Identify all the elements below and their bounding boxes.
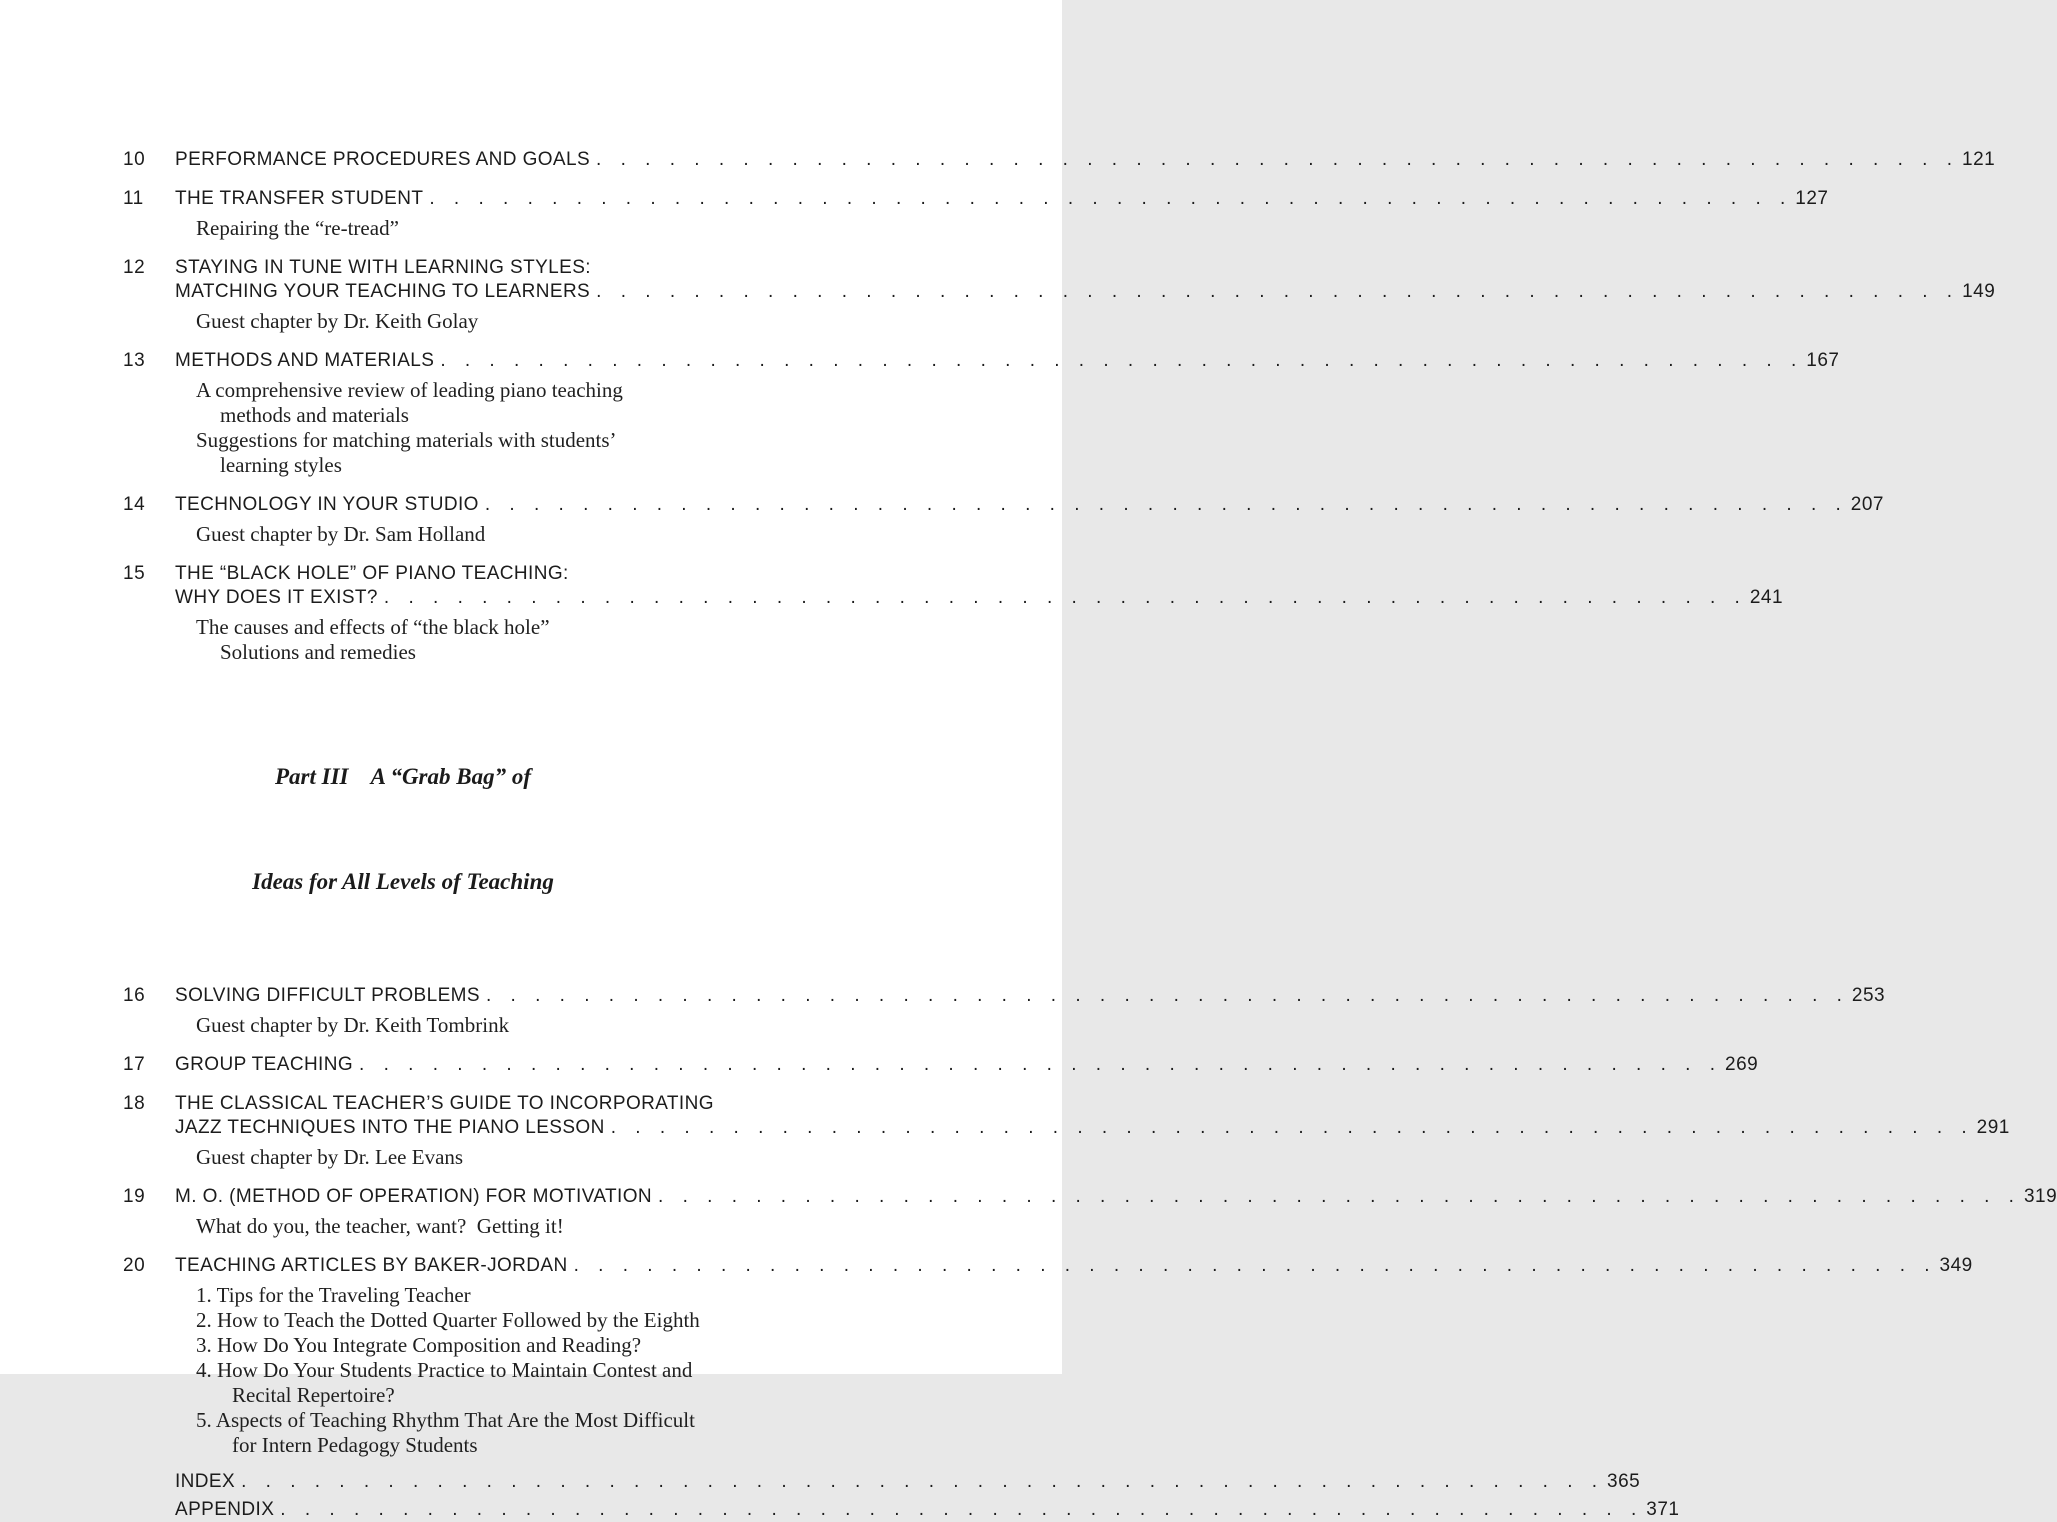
article-list-item-continuation: for Intern Pedagogy Students [232,1433,478,1457]
chapter-title: TECHNOLOGY IN YOUR STUDIO [175,494,479,515]
page-number: 127 [1795,188,1829,209]
article-list-item: 1. Tips for the Traveling Teacher [196,1283,471,1307]
part-heading-line2: Ideas for All Levels of Teaching [252,869,554,894]
chapter-subtitle: The causes and effects of “the black hole” [196,615,550,639]
chapter-title: GROUP TEACHING [175,1054,354,1075]
chapter-subtitle: Guest chapter by Dr. Keith Golay [196,309,479,333]
chapter-number: 10 [123,149,146,170]
dot-leader [440,350,1803,372]
part-heading-line1: Part III A “Grab Bag” of [274,764,532,789]
toc-entry-18 [123,1092,2010,1170]
chapter-number: 18 [123,1093,146,1114]
page-number: 291 [1976,1117,2010,1138]
page-number: 207 [1850,494,1884,515]
dot-leader [485,494,1848,516]
toc-entry-14 [123,493,1884,547]
chapter-title: THE CLASSICAL TEACHER’S GUIDE TO INCORPORATING [175,1093,714,1114]
dot-leader [611,1117,1974,1139]
dot-leader [429,188,1792,210]
chapter-subtitle: Solutions and remedies [220,640,416,664]
chapter-subtitle: What do you, the teacher, want? Getting it! [196,1214,564,1238]
dot-leader [596,281,1959,303]
chapter-number [123,1470,175,1494]
chapter-number: 11 [123,188,144,209]
chapter-title: MATCHING YOUR TEACHING TO LEARNERS [175,281,591,302]
page-number: 365 [1607,1471,1641,1492]
chapter-title: THE “BLACK HOLE” OF PIANO TEACHING: [175,563,569,584]
page-number: 121 [1962,149,1996,170]
page-number: 269 [1725,1054,1759,1075]
toc-entry-index [123,1470,1641,1494]
chapter-number: 13 [123,350,146,371]
article-list-item: 3. How Do You Integrate Composition and Reading? [196,1333,642,1357]
article-list-item: 4. How Do Your Students Practice to Maintain Contest and [196,1358,693,1382]
toc-entry-17 [123,1053,1759,1077]
toc-entry-19 [123,1185,2057,1239]
chapter-number [123,1498,175,1522]
chapter-title: INDEX [175,1471,236,1492]
chapter-subtitle: Guest chapter by Dr. Keith Tombrink [196,1013,510,1037]
part-heading [123,689,683,969]
page-number: 241 [1749,587,1784,608]
chapter-title: M. O. (METHOD OF OPERATION) FOR MOTIVATION [175,1186,653,1207]
chapter-number: 12 [123,257,146,278]
dot-leader [359,1054,1722,1076]
chapter-title: PERFORMANCE PROCEDURES AND GOALS [175,149,591,170]
chapter-subtitle: Guest chapter by Dr. Sam Holland [196,522,486,546]
page-number: 319 [2023,1186,2057,1207]
dot-leader [280,1499,1643,1521]
dot-leader [384,587,1747,609]
chapter-number: 14 [123,494,146,515]
dot-leader [486,985,1849,1007]
dot-leader [241,1471,1604,1493]
page-number: 167 [1806,350,1840,371]
chapter-number: 15 [123,563,146,584]
chapter-title: THE TRANSFER STUDENT [175,188,424,209]
toc-entry-11 [123,187,1829,241]
chapter-title: SOLVING DIFFICULT PROBLEMS [175,985,480,1006]
dot-leader [574,1255,1937,1277]
page-number: 371 [1646,1499,1680,1520]
toc-entry-appendix [123,1498,1680,1522]
toc-entry-20 [123,1254,1973,1458]
article-list-item: 2. How to Teach the Dotted Quarter Followed by the Eighth [196,1308,700,1332]
dot-leader [658,1186,2021,1208]
chapter-title: METHODS AND MATERIALS [175,350,435,371]
chapter-title: JAZZ TECHNIQUES INTO THE PIANO LESSON [175,1117,605,1138]
chapter-subtitle: Guest chapter by Dr. Lee Evans [196,1145,464,1169]
chapter-title: APPENDIX [175,1499,275,1520]
chapter-subtitle: Repairing the “re-tread” [196,216,399,240]
toc-entry-15 [123,562,1784,665]
chapter-title: STAYING IN TUNE WITH LEARNING STYLES: [175,257,591,278]
chapter-number: 16 [123,985,146,1006]
chapter-number: 20 [123,1255,146,1276]
page-number: 253 [1851,985,1886,1006]
chapter-number: 17 [123,1054,146,1075]
chapter-subtitle: Suggestions for matching materials with students’ [196,428,617,452]
chapter-subtitle: methods and materials [220,403,409,427]
toc-entry-12 [123,256,1996,334]
toc-entry-13 [123,349,1840,478]
article-list-item: 5. Aspects of Teaching Rhythm That Are the Most Difficult [196,1408,695,1432]
toc-entry-16 [123,984,1886,1038]
table-of-contents [123,148,2057,1522]
page-number: 349 [1939,1255,1973,1276]
toc-entry-10 [123,148,1996,172]
page-number: 149 [1962,281,1996,302]
chapter-title: WHY DOES IT EXIST? [175,587,378,608]
article-list-item-continuation: Recital Repertoire? [232,1383,395,1407]
chapter-number: 19 [123,1186,146,1207]
chapter-subtitle: A comprehensive review of leading piano teaching [196,378,623,402]
chapter-subtitle: learning styles [220,453,342,477]
chapter-title: TEACHING ARTICLES BY BAKER-JORDAN [175,1255,568,1276]
dot-leader [596,149,1959,171]
